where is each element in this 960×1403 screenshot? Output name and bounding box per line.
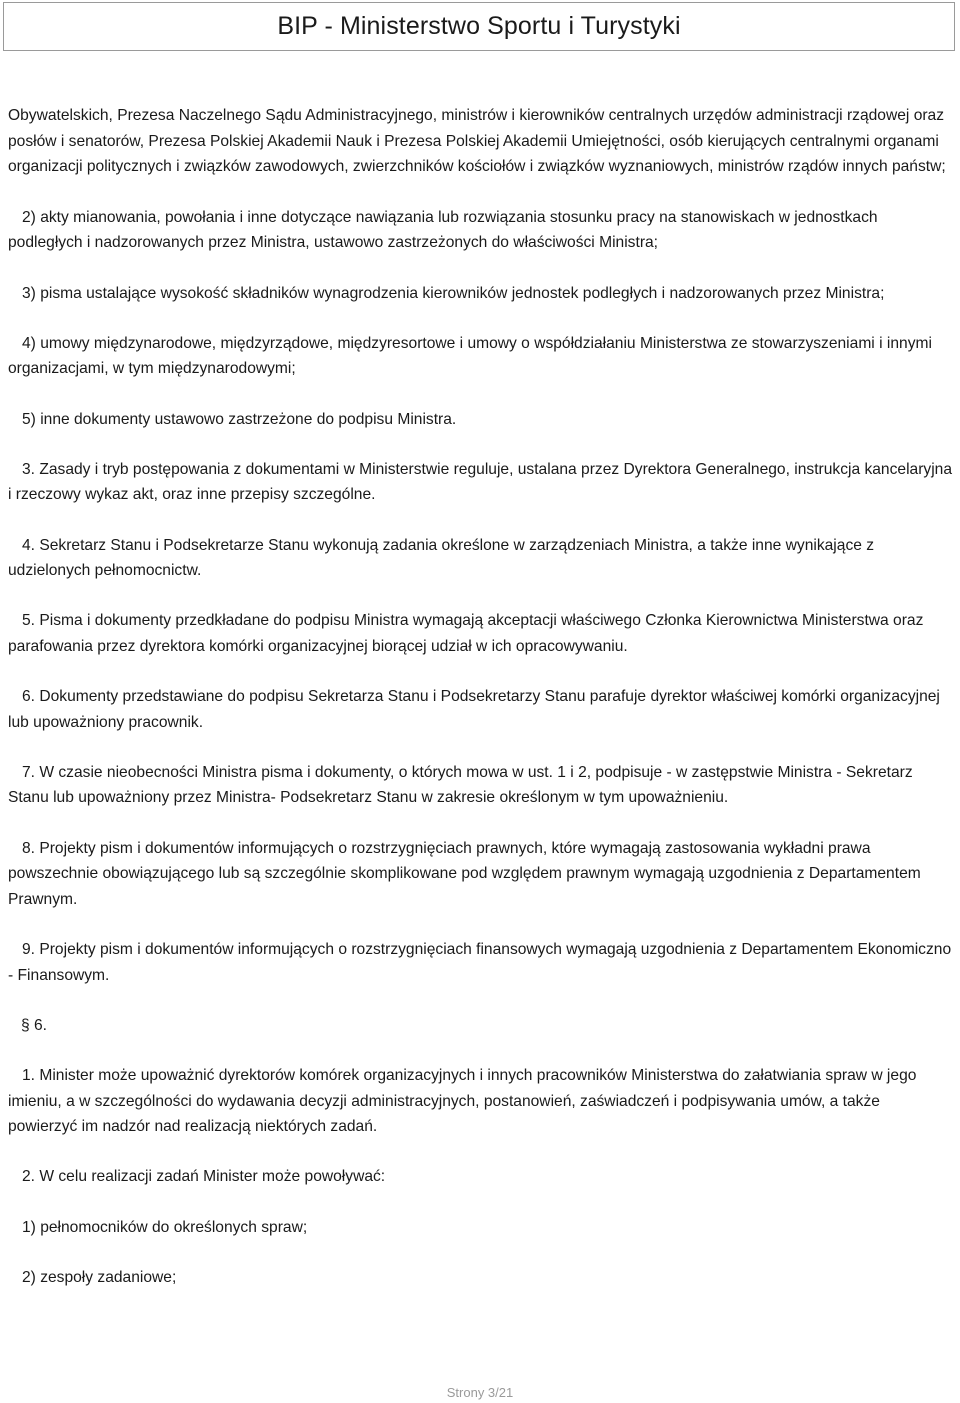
clause-5: 5. Pisma i dokumenty przedkładane do podpisu Ministra wymagają akceptacji właściwego Członka Kierownictwa Ministerstwa oraz parafowania przez dyrektora komórki organizacyjnej biorącej udział w ich opracowywaniu. <box>8 612 924 655</box>
list-item-s6-1: 1) pełnomocników do określonych spraw; <box>22 1218 308 1236</box>
list-item-3: 3) pisma ustalające wysokość składników wynagrodzenia kierowników jednostek podległych i nadzorowanych przez Ministra; <box>22 284 885 302</box>
clause-7: 7. W czasie nieobecności Ministra pisma i dokumenty, o których mowa w ust. 1 i 2, podpisuje - w zastępstwie Ministra - Sekretarz Stanu lub upoważniony przez Ministra- Podsekretarz Stanu w zakresie określonym w tym upoważnieniu. <box>8 763 913 807</box>
clause-6: 6. Dokumenty przedstawiane do podpisu Sekretarza Stanu i Podsekretarzy Stanu parafuje dyrektor właściwej komórki organizacyjnej lub upoważniony pracownik. <box>8 688 940 731</box>
clause-9: 9. Projekty pism i dokumentów informujących o rozstrzygnięciach finansowych wymagają uzgodnienia z Departamentem Ekonomiczno - Finansowym. <box>8 941 952 984</box>
section-heading: § 6. <box>21 1016 48 1034</box>
clause-4: 4. Sekretarz Stanu i Podsekretarze Stanu wykonują zadania określone w zarządzeniach Ministra, a także inne wynikające z udzielonych pełnomocnictw. <box>8 536 875 580</box>
list-item-4: 4) umowy międzynarodowe, międzyrządowe, międzyresortowe i umowy o współdziałaniu Ministerstwa ze stowarzyszeniami i innymi organizacjami, w tym międzynarodowymi; <box>8 334 932 378</box>
clause-3: 3. Zasady i tryb postępowania z dokumentami w Ministerstwie reguluje, ustalana przez Dyrektora Generalnego, instrukcja kancelaryjna i rzeczowy wykaz akt, oraz inne przepisy szczególne. <box>8 460 953 504</box>
page-number: Strony 3/21 <box>446 1385 514 1400</box>
clause-s6-1: 1. Minister może upoważnić dyrektorów komórek organizacyjnych i innych pracowników Ministerstwa do załatwiania spraw w jego imieniu, a w szczególności do wydawania decyzji administracyjnych, postanowień, zaświadczeń i podpisywania umów, a także powierzyć im nadzór nad realizacją niektórych zadań. <box>8 1066 917 1136</box>
list-item-2: 2) akty mianowania, powołania i inne dotyczące nawiązania lub rozwiązania stosunku pracy na stanowiskach w jednostkach podległych i nadzorowanych przez Ministra, ustawowo zastrzeżonych do właściwości Ministra; <box>8 208 878 252</box>
page-header <box>3 2 955 51</box>
document-body <box>8 103 952 1315</box>
page-title: BIP - Ministerstwo Sportu i Turystyki <box>277 12 681 40</box>
paragraph-continuation: Obywatelskich, Prezesa Naczelnego Sądu Administracyjnego, ministrów i kierowników centralnych urzędów administracji rządowej oraz posłów i senatorów, Prezesa Polskiej Akademii Nauk i Prezesa Polskiej Akademii Umiejętności, osób kierujących centralnymi organami organizacji politycznych i związków zawodowych, zwierzchników kościołów i związków wyznaniowych, ministrów rządów innych państw; <box>8 107 946 176</box>
list-item-5: 5) inne dokumenty ustawowo zastrzeżone do podpisu Ministra. <box>22 410 457 428</box>
clause-s6-2: 2. W celu realizacji zadań Minister może powoływać: <box>22 1168 386 1186</box>
clause-8: 8. Projekty pism i dokumentów informujących o rozstrzygnięciach prawnych, które wymagają zastosowania wykładni prawa powszechnie obowiązującego lub są szczególnie skomplikowane pod względem prawnym wymagają uzgodnienia z Departamentem Prawnym. <box>8 839 921 908</box>
list-item-s6-2: 2) zespoły zadaniowe; <box>22 1268 177 1286</box>
